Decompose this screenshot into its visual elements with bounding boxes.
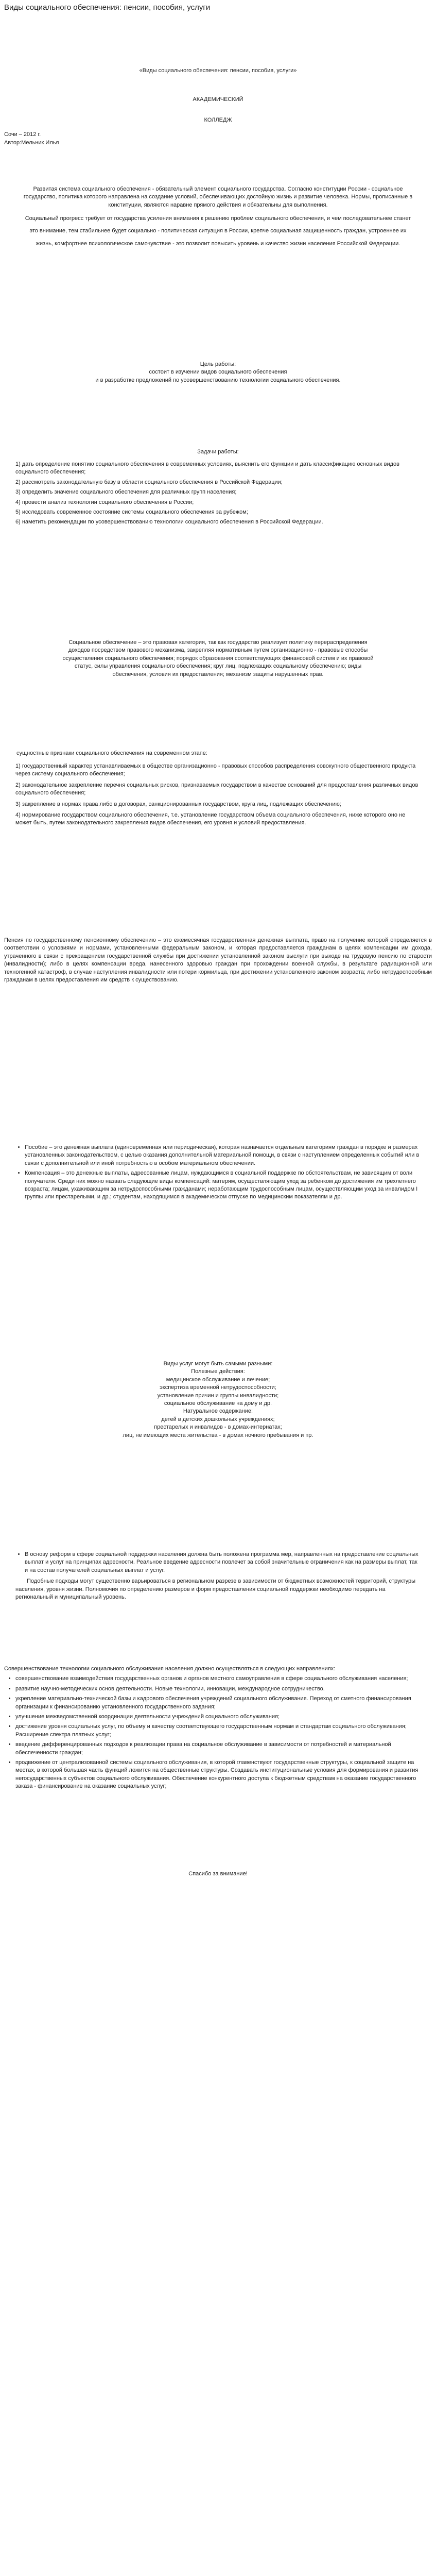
sign-item: 4) нормирование государством социального обеспечения, т.е. установление государством объема социального обеспечения, ниже которого оно не может быть, путем законодательного закрепления видов обеспечения, его уровня и условий предоставления. — [15, 811, 406, 826]
essence-text: Социальное обеспечение – это правовая категория, так как государство реализует политику перераспределения доходов посредством правового механизма, закрепляя нормативным путем организационно - правовые способы осуществления социального обеспечения; порядок образования соответствующих финансовой систем и их правовой статус, силы управления социального обеспечения; круг лиц, подлежащих социальному обеспечению; виды обеспечения, условия их предоставления; механизм защиты нарушенных прав. — [62, 639, 374, 677]
thanks-text: Спасибо за внимание! — [188, 1871, 248, 1877]
goal-section — [0, 361, 436, 384]
academy-label — [0, 96, 436, 104]
task-item: 3) определить значение социального обеспечения для различных групп населения; — [15, 489, 237, 496]
service-line: социальное обслуживание на дому и др. — [164, 1400, 272, 1406]
pension-text: Пенсия по государственному пенсионному обеспечению – это ежемесячная государственная денежная выплата, право на получение которой определяется в соответствии с условиями и нормами, установленными федеральным законом, и которая предоставляется гражданам в целях компенсации им дохода, утраченного в связи с прекращением государственной службы при достижении установленной законом выслуги при выходе на трудовую пенсию по старости (инвалидности); либо в целях компенсации вреда, нанесенного здоровью граждан при прохождении военной службы, в результате радиационной или техногенной катастроф, в случае наступления инвалидности или потери кормильца, при достижении установленного законом возраста; либо нетрудоспособным гражданам в целях предоставления им средств к существованию. — [4, 937, 432, 983]
service-line: детей в детских дошкольных учреждениях; — [161, 1416, 275, 1422]
sign-item: 3) закрепление в нормах права либо в договорах, санкционированных государством, круга лиц, подлежащих обеспечению; — [15, 801, 341, 807]
benefit-item: • Пособие – это денежная выплата (единовременная или периодическая), которая назначается отдельным категориям граждан в порядке и размерах установленных законодательством, с целью оказания дополнительной материальной помощи, в связи с наступлением определенных событий или в связи с дополнительной или иной потребностью в особом материальном обеспечении. — [25, 1144, 421, 1167]
tasks-heading: Задачи работы: — [197, 449, 239, 455]
reform-paragraph: Подобные подходы могут существенно варьироваться в региональном разрезе в зависимости от бюджетных возможностей территорий, структуры населения, уровня жизни. Полномочия по определению размеров и форм предоставления социальной поддержки необходимо передать на региональный и муниципальный уровень. — [15, 1578, 416, 1600]
tech-item: • укрепление материально-технической базы и кадрового обеспечения учреждений социального обслуживания. Переход от сметного финансирования организации к финансированию установленного государственного задания; — [15, 1695, 432, 1711]
tech-heading: Совершенствование технологии социального обслуживания населения должно осуществляться в следующих направлениях: — [4, 1666, 336, 1672]
service-line: Натуральное содержание: — [183, 1408, 253, 1415]
task-item: 4) провести анализ технологии социального обеспечения в России; — [15, 499, 194, 505]
tech-item: • улучшение межведомственной координации деятельности учреждений социального обслуживания; — [15, 1713, 432, 1721]
signs-heading: сущностные признаки социального обеспечения на современном этапе: — [16, 750, 207, 756]
service-line: Полезные действия: — [191, 1368, 245, 1375]
author-text: Автор:Мельник Илья — [4, 140, 59, 146]
quoted-title: «Виды социального обеспечения: пенсии, пособия, услуги» — [139, 67, 297, 74]
goal-line-2: и в разработке предложений по усовершенствованию технологии социального обеспечения. — [95, 377, 341, 383]
benefit-item: • Компенсация – это денежные выплаты, адресованные лицам, нуждающимся в социальной поддержке по обстоятельствам, не зависящим от воли получателя. Среди них можно назвать следующие виды компенсаций: матерям, осуществляющим уход за ребенком до достижения им трехлетнего возраста; лицам, ухаживающим за нетрудоспособными гражданами; неработающим трудоспособным лицам, осуществляющим уход за инвалидом I группы или престарелыми, и др.; студентам, находящимся в академическом отпуске по медицинским показателям и др. — [25, 1170, 421, 1201]
intro-paragraph-2: Социальный прогресс требует от государства усиления внимания к решению проблем социального обеспечения, и чем последовательнее станет это внимание, тем стабильнее будет социально - политическая ситуация в России, крепче социальная защищенность граждан, устроеннее их жизнь, комфортнее психологическое самочувствие - это позволит повысить уровень и качество жизни населения Российской Федерации. — [25, 215, 411, 247]
service-line: установление причин и группы инвалидности; — [157, 1392, 279, 1399]
city-year — [4, 131, 436, 139]
intro-paragraph-1: Развитая система социального обеспечения - обязательный элемент социального государства. Согласно конституции России - социальное государство, политика которого направлена на создание условий, обеспечивающих достойную жизнь и развитие человека. Нормы, прописанные в конституции, являются наравне прямого действия и обязательны для выполнения. — [23, 186, 413, 208]
service-line: медицинское обслуживание и лечение; — [166, 1376, 270, 1383]
reform-item: • В основу реформ в сфере социальной поддержки населения должна быть положена программа мер, направленных на предоставление социальных выплат и услуг на принципах адресности. Реальное введение адресности повлечет за собой значительные ограничения как на размеры выплат, так и на состав получателей социальных выплат и услуг. — [25, 1551, 421, 1574]
signs-list — [15, 762, 421, 831]
task-item: 2) рассмотреть законодательную базу в области социального обеспечения в Российской Федерации; — [15, 479, 283, 485]
service-line: лиц, не имеющих места жительства - в домах ночного пребывания и пр. — [123, 1432, 313, 1438]
intro-section — [21, 185, 415, 253]
tech-item: • достижение уровня социальных услуг, по объему и качеству соответствующего государственным нормам и стандартам социального обслуживания; Расширение спектра платных услуг; — [15, 1723, 432, 1739]
goal-line-1: состоит в изучении видов социального обеспечения — [149, 369, 287, 376]
tech-item: • развитие научно-методических основ деятельности. Новые технологии, инновации, международное сотрудничество. — [15, 1685, 432, 1693]
college-text: КОЛЛЕДЖ — [204, 117, 232, 123]
college-label — [0, 116, 436, 124]
title-block — [0, 67, 436, 75]
document-title: Виды социального обеспечения: пенсии, пособия, услуги — [4, 3, 211, 12]
tasks-heading-wrap — [0, 448, 436, 456]
tech-item: • введение дифференцированных подходов к реализации права на социальное обслуживание в зависимости от потребностей и материальной обеспеченности граждан; — [15, 1741, 432, 1757]
sign-item: 1) государственный характер устанавливаемых в обществе организационно - правовых способов распределения совокупного общественного продукта через систему социального обеспечения; — [15, 763, 416, 777]
sign-item: 2) законодательное закрепление перечня социальных рисков, признаваемых государством в качестве оснований для предоставления различных видов социального обеспечения; — [15, 782, 418, 796]
service-line: экспертиза временной нетрудоспособности; — [160, 1384, 276, 1391]
services-section — [77, 1360, 359, 1439]
tasks-list — [15, 461, 421, 529]
benefits-section — [15, 1144, 421, 1204]
task-item: 6) наметить рекомендации по усовершенствованию технологии социального обеспечения в Российской Федерации. — [15, 519, 323, 526]
thanks-section — [0, 1870, 436, 1878]
academy-text: АКАДЕМИЧЕСКИЙ — [193, 96, 243, 103]
city-year-text: Сочи – 2012 г. — [4, 131, 41, 138]
task-item: 5) исследовать современное состояние системы социального обеспечения за рубежом; — [15, 509, 248, 515]
task-item: 1) дать определение понятию социального обеспечения в современных условиях, выяснить его функции и дать классификацию основных видов социального обеспечения; — [15, 461, 400, 476]
services-heading: Виды услуг могут быть самыми разными: — [163, 1361, 273, 1367]
service-line: престарелых и инвалидов - в домах-интернатах; — [154, 1424, 282, 1431]
goal-heading: Цель работы: — [200, 361, 236, 367]
author — [4, 139, 436, 147]
essence-section — [62, 639, 374, 679]
tech-section — [4, 1665, 432, 1792]
tech-item: • совершенствование взаимодействия государственных органов и органов местного самоуправления в сфере социального обслуживания населения; — [15, 1675, 432, 1683]
signs-heading-wrap — [16, 750, 377, 757]
pension-section — [4, 937, 432, 984]
reform-section — [15, 1551, 421, 1601]
tech-item: • продвижение от централизованной системы социального обслуживания, в которой главенствуют государственные структуры, к социальной защите на местах, в которой большая часть функций ложится на общественные структуры. Создавать институциональные условия для формирования и развития негосударственных субъектов социального обслуживания. Обеспечение конкурентного доступа к бюджетным средствам на оказание государственного заказа - финансирование на оказание социальных услуг; — [15, 1759, 432, 1791]
